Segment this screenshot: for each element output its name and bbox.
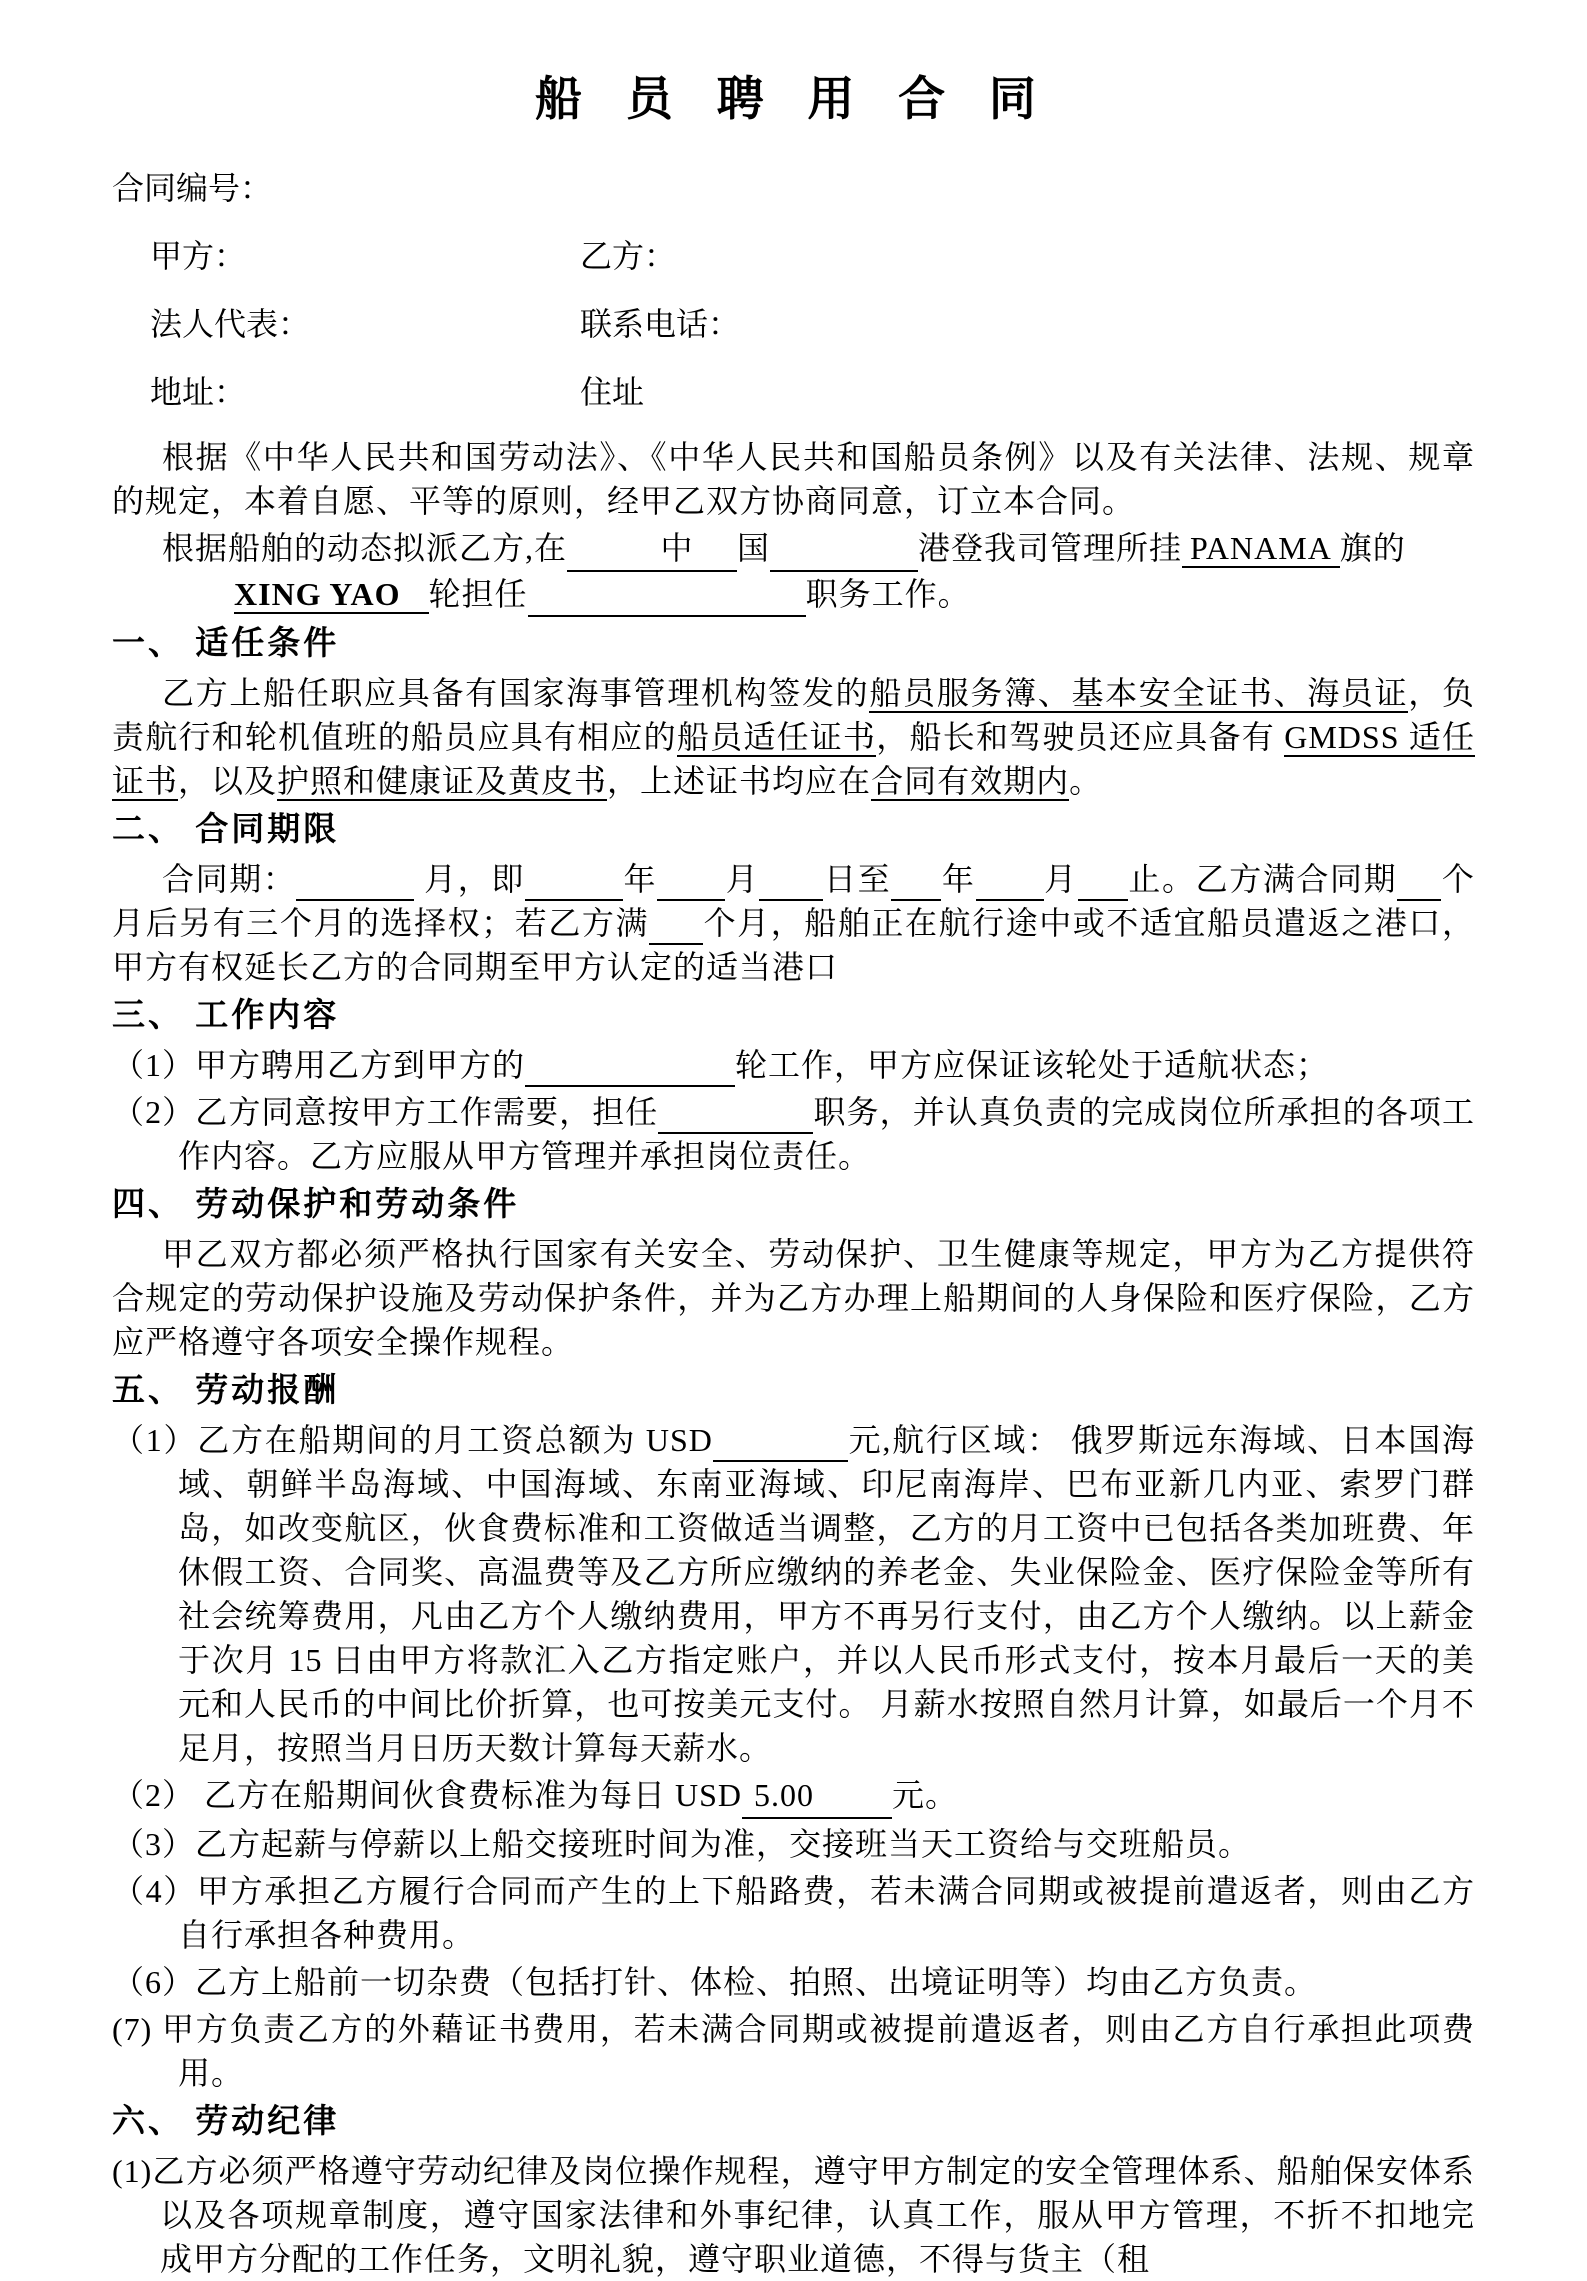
flag-name: PANAMA — [1182, 530, 1340, 568]
s1-seg: 。 — [1069, 763, 1103, 799]
s1-seg: ，上述证书均应在 — [607, 763, 872, 799]
address-label: 地址： — [150, 374, 247, 410]
dispatch-text-pre: 根据船舶的动态拟派乙方,在 — [162, 530, 568, 566]
section-5-item-6: （6）乙方上船前一切杂费（包括打针、体检、拍照、出境证明等）均由乙方负责。 — [112, 1964, 1318, 2000]
party-row-2 — [112, 299, 1475, 345]
section-5-heading: 五、 劳动报酬 — [112, 1373, 340, 1409]
section-5-item-3: （3）乙方起薪与停薪以上船交接班时间为准，交接班当天工资给与交班船员。 — [112, 1826, 1252, 1862]
position-blank — [528, 579, 806, 617]
section-2-heading: 二、 合同期限 — [112, 812, 340, 848]
section-4-body: 甲乙双方都必须严格执行国家有关安全、劳动保护、卫生健康等规定，甲方为乙方提供符合规定的劳动保护设施及劳动保护条件，并为乙方办理上船期间的人身保险和医疗保险，乙方应严格遵守各项安全操作规程。 — [112, 1236, 1475, 1360]
s1-competency-cert-underlined: 船员适任证书 — [676, 719, 877, 755]
section-4-heading: 四、 劳动保护和劳动条件 — [112, 1187, 520, 1223]
section-1-body — [112, 671, 1475, 803]
section-5-item-7: (7) 甲方负责乙方的外藉证书费用，若未满合同期或被提前遣返者，则由乙方自行承担此项费用。 — [112, 2011, 1475, 2091]
s5-item1-post: 元,航行区域： 俄罗斯远东海域、日本国海域、朝鲜半岛海域、中国海域、东南亚海域、印尼南海岸、巴布亚新几内亚、索罗门群岛，如改变航区，伙食费标准和工资做适当调整，乙方的月工资中已包括各类加班费、年休假工资、合同奖、高温费等及乙方所应缴纳的养老金、失业保险金、医疗保险金等所有社会统筹费用，凡由乙方个人缴纳费用，甲方不再另行支付，由乙方个人缴纳。以上薪金于次月 15 日由甲方将款汇入乙方指定账户，并以人民币形式支付，按本月最后一天的美元和人民币的中间比价折算，也可按美元支付。 月薪水按照自然月计算，如最后一个月不足月，按照当月日历天数计算每天薪水。 — [178, 1422, 1475, 1766]
vessel-name-blank — [525, 1049, 735, 1087]
s1-certs-underlined: 船员服务簿、基本安全证书、海员证 — [869, 675, 1409, 711]
party-row-1 — [112, 231, 1475, 277]
s1-passport-underlined: 护照和健康证及黄皮书 — [277, 763, 608, 799]
s1-validity-underlined: 合同有效期内 — [871, 763, 1070, 799]
section-6-item-1: (1)乙方必须严格遵守劳动纪律及岗位操作规程，遵守甲方制定的安全管理体系、船舶保安体系以及各项规章制度，遵守国家法律和外事纪律，认真工作，服从甲方管理，不折不扣地完成甲方分配的工作任务，文明礼貌，遵守职业道德，不得与货主（租 — [112, 2153, 1475, 2277]
s3-item2-post: 职务，并认真负责的完成岗位所承担的各项工作内容。乙方应服从甲方管理并承担岗位责任。 — [178, 1094, 1475, 1174]
party-b-label: 乙方： — [580, 238, 677, 274]
section-6-heading: 六、 劳动纪律 — [112, 2104, 340, 2140]
port-blank-right — [770, 534, 918, 572]
dispatch-text-duty: 轮担任 — [428, 576, 528, 612]
end-year-blank — [891, 863, 941, 901]
party-a-label: 甲方： — [150, 238, 247, 274]
start-year-blank — [525, 863, 623, 901]
start-day-blank — [759, 863, 823, 901]
s2-seg: 月，即 — [414, 861, 525, 897]
position-title-blank — [658, 1096, 813, 1134]
section-5-item-1 — [112, 1418, 1475, 1770]
document-title: 船 员 聘 用 合 同 — [535, 74, 1052, 126]
s2-seg: 合同期： — [162, 861, 297, 897]
section-2-body — [112, 857, 1475, 989]
s1-gmdss-underlined: GMDSS 适任证书 — [112, 719, 1475, 799]
option-months-blank — [1397, 863, 1441, 901]
ship-name: XING YAO — [234, 576, 429, 614]
section-3-item-1 — [112, 1043, 1475, 1087]
dispatch-clause — [112, 526, 1475, 617]
end-month-blank — [976, 863, 1044, 901]
s2-seg: 个月，船舶正在航行途中或不适宜船员遣返之港口，甲方有权延长乙方的合同期至甲方认定的适当港口 — [112, 905, 1475, 985]
s1-seg: ，以及 — [178, 763, 278, 799]
phone-label: 联系电话： — [580, 306, 741, 342]
dispatch-line-2 — [112, 572, 1475, 617]
parties-block — [112, 231, 1475, 413]
food-allowance-value: 5.00 — [742, 1773, 892, 1819]
s3-item2-pre: （2）乙方同意按甲方工作需要，担任 — [112, 1094, 659, 1130]
s1-seg: ，船长和驾驶员还应具备有 — [876, 719, 1285, 755]
s1-seg: ，负责航行和轮机值班的船员应具有相应的 — [112, 675, 1475, 755]
s3-item1-post: 轮工作，甲方应保证该轮处于适航状态； — [735, 1047, 1330, 1083]
preamble-paragraph: 根据《中华人民共和国劳动法》、《中华人民共和国船员条例》以及有关法律、法规、规章的规定，本着自愿、平等的原则，经甲乙双方协商同意，订立本合同。 — [112, 439, 1475, 519]
end-day-blank — [1078, 863, 1128, 901]
s2-seg: 止。乙方满合同期 — [1127, 861, 1398, 897]
legal-rep-label: 法人代表： — [150, 306, 311, 342]
dispatch-text-end: 职务工作。 — [805, 576, 971, 612]
section-5-item-2 — [112, 1773, 1475, 1819]
monthly-wage-blank — [713, 1424, 848, 1462]
contract-number-label: 合同编号： — [112, 170, 273, 206]
s5-item2-pre: （2） 乙方在船期间伙食费标准为每日 USD — [112, 1777, 743, 1813]
start-month-blank — [657, 863, 725, 901]
dispatch-text-guo: 国 — [737, 530, 771, 566]
s5-item2-post: 元。 — [892, 1777, 959, 1813]
dispatch-line-1 — [112, 526, 1475, 572]
section-5-item-4: （4）甲方承担乙方履行合同而产生的上下船路费，若未满合同期或被提前遣返者，则由乙方自行承担各种费用。 — [112, 1873, 1475, 1953]
s2-seg: 月 — [725, 861, 760, 897]
port-blank-left: 中 — [567, 526, 737, 572]
served-months-blank — [649, 907, 703, 945]
s5-item1-pre: （1）乙方在船期间的月工资总额为 USD — [112, 1422, 713, 1458]
s2-seg: 年 — [941, 861, 976, 897]
section-3-heading: 三、 工作内容 — [112, 998, 340, 1034]
s3-item1-pre: （1）甲方聘用乙方到甲方的 — [112, 1047, 526, 1083]
s2-seg: 日至 — [823, 861, 892, 897]
duration-blank — [296, 863, 414, 901]
dispatch-text-mid: 港登我司管理所挂 — [918, 530, 1183, 566]
section-1-heading: 一、 适任条件 — [112, 626, 340, 662]
s2-seg: 年 — [622, 861, 658, 897]
section-3-item-2 — [112, 1090, 1475, 1178]
dispatch-text-post: 旗的 — [1339, 530, 1406, 566]
residence-label: 住址 — [580, 374, 645, 410]
s2-seg: 个月后另有三个月的选择权；若乙方满 — [112, 861, 1475, 941]
s2-seg: 月 — [1043, 861, 1078, 897]
s1-seg: 乙方上船任职应具备有国家海事管理机构签发的 — [162, 675, 870, 711]
party-row-3 — [112, 367, 1475, 413]
